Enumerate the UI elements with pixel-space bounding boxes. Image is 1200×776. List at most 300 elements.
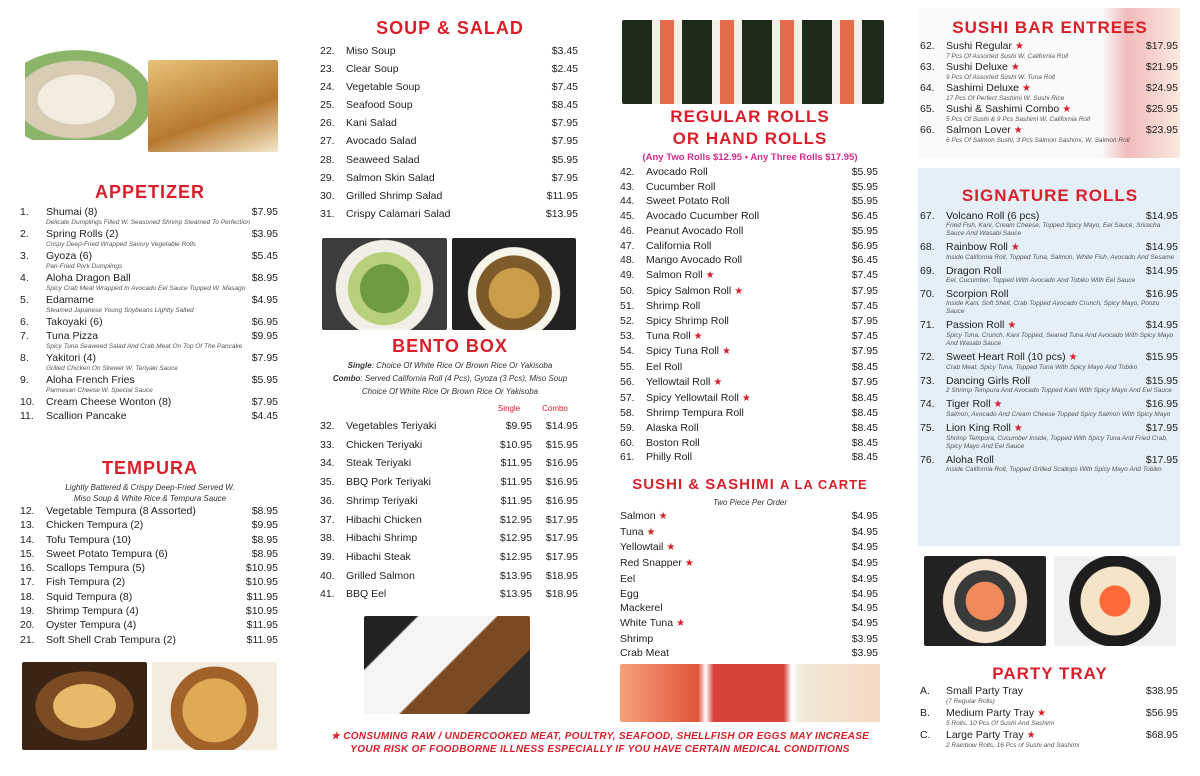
item-name-text: Dragon Roll bbox=[946, 265, 1002, 277]
item-name bbox=[620, 646, 832, 661]
item-name-text: Small Party Tray bbox=[946, 685, 1024, 697]
menu-item bbox=[620, 284, 878, 300]
menu-item-row bbox=[620, 525, 878, 541]
soup-salad-heading: SOUP & SALAD bbox=[376, 18, 524, 38]
menu-item-row bbox=[20, 250, 278, 263]
item-name bbox=[646, 329, 832, 345]
menu-item-row bbox=[920, 729, 1178, 742]
item-price: $10.95 bbox=[245, 576, 278, 589]
item-number: 63. bbox=[920, 61, 935, 73]
menu-item bbox=[320, 205, 578, 223]
item-price: $8.95 bbox=[251, 505, 278, 517]
rolls-photo bbox=[622, 20, 884, 104]
item-price: $8.95 bbox=[251, 272, 278, 284]
item-description: Inside California Roll, Topped Grilled Scallops With Spicy Mayo And Tobiko bbox=[946, 466, 1162, 473]
menu-item-row bbox=[20, 533, 278, 547]
menu-item-row bbox=[920, 375, 1178, 387]
menu-item-row bbox=[20, 604, 278, 618]
item-name-text: BBQ Pork Teriyaki bbox=[346, 476, 431, 489]
menu-item-row bbox=[920, 40, 1178, 53]
menu-item-row bbox=[20, 206, 278, 219]
sushi-sashimi-heading bbox=[620, 476, 880, 493]
menu-item-row bbox=[320, 78, 578, 96]
item-name bbox=[346, 511, 486, 530]
item-name-text: Sweet Potato Roll bbox=[646, 195, 730, 208]
item-name-text: California Roll bbox=[646, 239, 712, 252]
menu-item bbox=[620, 646, 878, 661]
item-price: $7.45 bbox=[851, 300, 878, 313]
menu-item-row bbox=[20, 330, 278, 343]
raw-star-icon: ★ bbox=[1013, 125, 1023, 136]
menu-item bbox=[620, 344, 878, 360]
item-name bbox=[646, 180, 832, 195]
item-number: 37. bbox=[320, 513, 335, 526]
item-price: $17.95 bbox=[1145, 454, 1178, 466]
item-name-text: Scorpion Roll bbox=[946, 288, 1009, 300]
item-price: $14.95 bbox=[1145, 241, 1178, 253]
item-number: 46. bbox=[620, 224, 635, 237]
item-name bbox=[620, 616, 832, 632]
item-price: $5.95 bbox=[251, 374, 278, 386]
menu-item bbox=[920, 454, 1178, 474]
menu-item bbox=[620, 224, 878, 239]
menu-item-row bbox=[920, 351, 1178, 364]
menu-item-row bbox=[620, 360, 878, 375]
price-single: $11.95 bbox=[500, 476, 532, 489]
item-name-text: Scallops Tempura (5) bbox=[46, 562, 146, 575]
menu-item bbox=[20, 504, 278, 518]
item-name-text: Sushi Deluxe bbox=[946, 61, 1008, 73]
menu-item bbox=[620, 253, 878, 268]
item-name-text: Sashimi Deluxe bbox=[946, 82, 1019, 94]
menu-item-row bbox=[620, 391, 878, 407]
item-name-text: Shumai (8) bbox=[46, 206, 98, 218]
menu-item-row bbox=[920, 265, 1178, 277]
item-description: 6 Pcs Of Salmon Sushi, 3 Pcs Salmon Sashimi, W. Salmon Roll bbox=[946, 137, 1130, 144]
menu-item-row bbox=[620, 194, 878, 209]
menu-item bbox=[20, 618, 278, 632]
item-name bbox=[46, 604, 232, 618]
menu-item bbox=[620, 525, 878, 541]
price-combo: $14.95 bbox=[545, 420, 578, 432]
raw-star-icon: ★ bbox=[705, 269, 715, 281]
item-price: $17.95 bbox=[1145, 422, 1178, 434]
menu-item-row bbox=[620, 165, 878, 180]
item-name bbox=[346, 492, 486, 511]
item-price: $14.95 bbox=[1145, 210, 1178, 222]
item-name bbox=[646, 344, 832, 360]
menu-item-row bbox=[620, 224, 878, 239]
bento-combo-label: Combo bbox=[332, 374, 361, 383]
item-name-text: Eel Roll bbox=[646, 361, 683, 374]
item-name bbox=[946, 422, 1132, 435]
item-number: 25. bbox=[320, 99, 335, 112]
item-number: 55. bbox=[620, 361, 635, 374]
item-number: 47. bbox=[620, 239, 635, 252]
item-name-text: Tuna Roll bbox=[646, 329, 691, 342]
item-description: Eel, Cucumber, Topped With Avocado And Tobiko With Eel Sauce bbox=[946, 277, 1136, 284]
menu-item-row bbox=[20, 396, 278, 409]
price-single: $9.95 bbox=[505, 420, 532, 432]
raw-star-icon: ★ bbox=[1010, 62, 1020, 73]
item-description: Inside California Roll, Topped Tuna, Salmon, White Fish, Avocado And Sesame bbox=[946, 254, 1175, 261]
menu-item-row bbox=[620, 209, 878, 224]
menu-item-row bbox=[20, 504, 278, 518]
item-name bbox=[46, 547, 232, 561]
menu-item bbox=[320, 454, 578, 473]
item-name bbox=[46, 352, 232, 365]
item-number: 30. bbox=[320, 189, 335, 202]
item-number: 36. bbox=[320, 494, 335, 507]
item-name bbox=[946, 375, 1132, 387]
item-description: 2 Shrimp Tempura And Avocado Topped Kani With Spicy Mayo And Eel Sauce bbox=[946, 387, 1172, 394]
menu-item bbox=[620, 165, 878, 180]
item-price: $38.95 bbox=[1145, 685, 1178, 697]
bento-single-label: Single bbox=[347, 361, 372, 370]
item-name-text: Dancing Girls Roll bbox=[946, 375, 1031, 387]
item-price: $9.95 bbox=[251, 519, 278, 532]
item-name-text: Fish Tempura (2) bbox=[46, 576, 126, 589]
menu-item bbox=[20, 590, 278, 604]
item-price: $25.95 bbox=[1145, 103, 1178, 115]
item-name bbox=[620, 572, 832, 587]
item-number: 43. bbox=[620, 180, 635, 193]
item-price: $7.95 bbox=[551, 117, 578, 130]
menu-item bbox=[620, 450, 878, 465]
tempura-list bbox=[20, 504, 278, 647]
item-name-text: Vegetable Tempura (8 Assorted) bbox=[46, 505, 196, 517]
item-name-text: Scallion Pancake bbox=[46, 410, 127, 422]
menu-item bbox=[320, 96, 578, 114]
item-number: 54. bbox=[620, 345, 635, 358]
item-name bbox=[946, 319, 1132, 332]
item-price: $4.95 bbox=[851, 525, 878, 538]
item-number: 26. bbox=[320, 117, 335, 130]
item-name-text: BBQ Eel bbox=[346, 588, 387, 601]
item-price: $15.95 bbox=[1145, 375, 1178, 387]
item-name-text: Hibachi Chicken bbox=[346, 513, 422, 526]
item-name-text: Takoyaki (6) bbox=[46, 316, 103, 328]
item-name bbox=[646, 165, 832, 180]
item-description: Fried Fish, Kani, Cream Cheese, Topped Spicy Mayo, Eel Sauce, Sriracha Sauce And Wasabi Sauce bbox=[946, 222, 1161, 237]
item-name bbox=[346, 60, 532, 78]
menu-item bbox=[620, 509, 878, 525]
item-name-text: Vegetable Soup bbox=[346, 81, 421, 94]
item-name-text: Yakitori (4) bbox=[46, 352, 96, 364]
menu-item-row bbox=[920, 454, 1178, 466]
item-name-text: Kani Salad bbox=[346, 117, 397, 130]
bento-combo-text2: Choice Of White Rice Or Brown Rice Or Yakisoba bbox=[361, 387, 539, 396]
item-price: $5.95 bbox=[851, 166, 878, 178]
menu-item bbox=[20, 575, 278, 589]
item-name bbox=[346, 96, 532, 114]
item-number: 76. bbox=[920, 454, 935, 466]
appetizer-heading: APPETIZER bbox=[94, 182, 205, 202]
item-name-text: Gyoza (6) bbox=[46, 250, 93, 262]
menu-item bbox=[920, 398, 1178, 419]
menu-item bbox=[620, 421, 878, 436]
sushi-bar-heading: SUSHI BAR ENTREES bbox=[952, 18, 1148, 37]
item-number: 24. bbox=[320, 81, 335, 94]
item-number: 50. bbox=[620, 284, 635, 297]
item-number: 69. bbox=[920, 265, 935, 277]
item-name-text: Eel bbox=[620, 572, 636, 585]
item-price: $3.95 bbox=[851, 647, 878, 660]
menu-item-row bbox=[20, 316, 278, 329]
soup-salad-list bbox=[320, 42, 578, 223]
menu-item bbox=[320, 567, 578, 586]
item-name bbox=[946, 454, 1132, 466]
item-name-text: Seafood Soup bbox=[346, 99, 413, 112]
menu-item bbox=[920, 707, 1178, 728]
menu-item-row bbox=[20, 294, 278, 307]
menu-item bbox=[920, 729, 1178, 750]
menu-item-row bbox=[920, 241, 1178, 254]
item-number: 20. bbox=[20, 619, 35, 632]
item-name bbox=[346, 169, 532, 187]
menu-item bbox=[20, 633, 278, 647]
item-price: $56.95 bbox=[1145, 707, 1178, 719]
item-name bbox=[946, 241, 1132, 254]
menu-item-row bbox=[620, 450, 878, 465]
item-name bbox=[346, 42, 532, 60]
menu-item bbox=[920, 351, 1178, 372]
item-name bbox=[346, 585, 486, 604]
tempura-note: Lightly Battered & Crispy Deep-Fried Served W. Miso Soup & White Rice & Tempura Sauce bbox=[65, 483, 235, 503]
menu-item-row bbox=[320, 169, 578, 187]
item-name-text: Spicy Tuna Roll bbox=[646, 345, 719, 358]
menu-item bbox=[620, 587, 878, 602]
raw-star-icon: ★ bbox=[1010, 242, 1020, 253]
item-name-text: Salmon Skin Salad bbox=[346, 171, 435, 184]
item-price: $2.45 bbox=[551, 63, 578, 76]
menu-item-row bbox=[320, 151, 578, 169]
menu-item-row bbox=[320, 511, 578, 530]
item-price: $7.95 bbox=[851, 315, 878, 328]
item-number: A. bbox=[920, 685, 930, 697]
menu-item bbox=[20, 352, 278, 373]
item-number: 72. bbox=[920, 351, 935, 363]
menu-item-row bbox=[620, 329, 878, 345]
bento-heading: BENTO BOX bbox=[392, 336, 508, 356]
item-name bbox=[46, 561, 232, 575]
item-price: $8.45 bbox=[851, 407, 878, 420]
item-name-text: Shrimp Tempura (4) bbox=[46, 605, 139, 618]
item-price: $6.95 bbox=[851, 239, 878, 252]
item-name-text: Salmon Roll bbox=[646, 268, 703, 281]
item-name-text: White Tuna bbox=[620, 616, 674, 629]
menu-item bbox=[920, 82, 1178, 103]
party-tray-list bbox=[920, 685, 1178, 751]
item-number: 17. bbox=[20, 576, 35, 589]
item-number: 14. bbox=[20, 533, 35, 546]
menu-item-row bbox=[320, 585, 578, 604]
item-name-text: Spicy Yellowtail Roll bbox=[646, 391, 739, 404]
regular-rolls-note: (Any Two Rolls $12.95 • Any Three Rolls $17.95) bbox=[642, 152, 858, 163]
item-number: 32. bbox=[320, 420, 335, 432]
item-name bbox=[946, 124, 1132, 137]
menu-item bbox=[620, 601, 878, 616]
warning-line-1: ★ CONSUMING RAW / UNDERCOOKED MEAT, POULTRY, SEAFOOD, SHELLFISH OR EGGS MAY INCREASE bbox=[330, 731, 870, 742]
item-name-text: Sweet Potato Tempura (6) bbox=[46, 547, 168, 560]
item-number: 62. bbox=[920, 40, 935, 52]
menu-item-row bbox=[320, 205, 578, 223]
menu-item bbox=[20, 547, 278, 561]
item-name bbox=[346, 436, 486, 455]
item-number: 65. bbox=[920, 103, 935, 115]
item-name bbox=[346, 78, 532, 96]
item-name-text: Tuna bbox=[620, 525, 644, 538]
item-name-text: Avocado Cucumber Roll bbox=[646, 210, 760, 223]
item-name bbox=[946, 40, 1132, 53]
item-number: 11. bbox=[20, 410, 34, 422]
item-name bbox=[46, 228, 232, 241]
item-name bbox=[46, 410, 232, 423]
menu-item-row bbox=[320, 529, 578, 548]
item-name bbox=[46, 633, 232, 647]
item-name-text: Shrimp Teriyaki bbox=[346, 494, 418, 507]
item-price: $4.95 bbox=[851, 510, 878, 522]
item-name-text: Oyster Tempura (4) bbox=[46, 619, 137, 632]
item-name bbox=[346, 151, 532, 169]
item-number: 21. bbox=[20, 633, 35, 646]
sushi-sashimi-suffix: A LA CARTE bbox=[779, 477, 868, 492]
sushi-sashimi-note: Two Piece Per Order bbox=[712, 498, 788, 507]
item-number: 71. bbox=[920, 319, 935, 331]
item-price: $11.95 bbox=[246, 633, 278, 646]
item-name-text: Shrimp Tempura Roll bbox=[646, 407, 744, 420]
raw-star-icon: ★ bbox=[1021, 83, 1031, 94]
menu-item-row bbox=[620, 509, 878, 525]
item-name bbox=[46, 316, 232, 329]
item-price: $4.95 bbox=[851, 602, 878, 615]
menu-item bbox=[320, 151, 578, 169]
menu-item-row bbox=[920, 103, 1178, 116]
item-price: $3.95 bbox=[251, 228, 278, 240]
item-description: 7 Pcs Of Assorted Sushi W. California Roll bbox=[946, 53, 1068, 60]
menu-item bbox=[620, 391, 878, 407]
column-2 bbox=[300, 0, 600, 776]
price-single: $10.95 bbox=[499, 438, 532, 451]
menu-item-row bbox=[20, 352, 278, 365]
menu-item bbox=[20, 206, 278, 227]
menu-item-row bbox=[620, 540, 878, 556]
item-name-text: Volcano Roll (6 pcs) bbox=[946, 210, 1040, 222]
raw-star-icon: ★ bbox=[646, 526, 656, 538]
item-name-text: Avocado Salad bbox=[346, 135, 417, 148]
item-name bbox=[946, 210, 1132, 222]
item-name-text: Spicy Salmon Roll bbox=[646, 284, 732, 297]
price-combo: $17.95 bbox=[545, 513, 578, 526]
item-name bbox=[346, 473, 486, 492]
item-description: Inside Kani, Soft Shell, Crab Topped Avocado Crunch, Spicy Mayo, Ponzu Sauce bbox=[946, 300, 1160, 315]
menu-item bbox=[620, 268, 878, 284]
item-price: $17.95 bbox=[1145, 40, 1178, 52]
item-price: $16.95 bbox=[1145, 398, 1178, 410]
menu-item-row bbox=[620, 314, 878, 329]
item-name bbox=[620, 632, 832, 647]
item-name-text: Yellowtail bbox=[620, 541, 664, 554]
menu-item bbox=[320, 548, 578, 567]
item-description: Pan-Fried Pork Dumplings bbox=[46, 263, 123, 270]
item-number: 35. bbox=[320, 476, 335, 489]
item-name-text: Seaweed Salad bbox=[346, 153, 420, 166]
raw-star-icon: ★ bbox=[734, 285, 744, 297]
item-price: $8.95 bbox=[251, 547, 278, 560]
item-number: 8. bbox=[20, 352, 29, 364]
item-name-text: Red Snapper bbox=[620, 557, 682, 570]
menu-item bbox=[620, 572, 878, 587]
item-name bbox=[646, 406, 832, 421]
bento-column-headers bbox=[320, 404, 578, 413]
item-price: $7.95 bbox=[251, 352, 278, 364]
raw-star-icon: ★ bbox=[693, 330, 703, 342]
sushi-sashimi-title: SUSHI & SASHIMI bbox=[632, 476, 775, 493]
item-price: $21.95 bbox=[1145, 61, 1178, 73]
item-price: $8.45 bbox=[851, 361, 878, 374]
item-number: 38. bbox=[320, 532, 335, 545]
item-number: 42. bbox=[620, 166, 635, 178]
menu-item bbox=[920, 124, 1178, 145]
menu-item bbox=[620, 616, 878, 632]
item-price: $5.95 bbox=[551, 153, 578, 166]
item-name bbox=[620, 601, 832, 616]
menu-item bbox=[20, 272, 278, 293]
item-name-text: Edamame bbox=[46, 294, 94, 306]
raw-star-icon: ★ bbox=[993, 399, 1003, 410]
item-price: $6.95 bbox=[251, 316, 278, 328]
signature-rolls-list bbox=[920, 210, 1178, 477]
menu-item-row bbox=[620, 375, 878, 391]
item-price: $8.45 bbox=[551, 99, 578, 112]
item-price: $7.45 bbox=[851, 329, 878, 342]
raw-star-icon: ★ bbox=[1013, 423, 1023, 434]
salad-photo bbox=[322, 238, 447, 330]
item-name bbox=[946, 398, 1132, 411]
item-name bbox=[620, 587, 832, 602]
menu-item-row bbox=[320, 548, 578, 567]
menu-item bbox=[920, 103, 1178, 124]
item-name bbox=[346, 567, 486, 586]
item-name-text: Salmon bbox=[620, 510, 656, 522]
menu-item-row bbox=[320, 417, 578, 436]
item-name-text: Chicken Teriyaki bbox=[346, 438, 423, 451]
item-price: $7.95 bbox=[851, 375, 878, 388]
menu-item bbox=[920, 61, 1178, 82]
item-price: $5.95 bbox=[851, 195, 878, 208]
item-name bbox=[46, 533, 232, 547]
menu-item bbox=[320, 585, 578, 604]
menu-item bbox=[920, 265, 1178, 285]
item-name-text: Squid Tempura (8) bbox=[46, 590, 133, 603]
price-single: $12.95 bbox=[499, 550, 532, 563]
item-name bbox=[346, 529, 486, 548]
item-number: C. bbox=[920, 729, 931, 741]
item-description: Spicy Tuna, Crunch, Kani Topped, Seared Tuna And Avocado With Spicy Mayo And Wasabi Sauce bbox=[946, 332, 1174, 347]
menu-item-row bbox=[620, 268, 878, 284]
item-price: $4.95 bbox=[851, 572, 878, 585]
item-number: 64. bbox=[920, 82, 935, 94]
item-number: 10. bbox=[20, 396, 35, 408]
item-name-text: Passion Roll bbox=[946, 319, 1005, 331]
menu-item bbox=[20, 410, 278, 423]
menu-item bbox=[320, 114, 578, 132]
item-name-text: Clear Soup bbox=[346, 63, 399, 76]
item-name-text: Yellowtail Roll bbox=[646, 375, 711, 388]
item-number: 57. bbox=[620, 391, 635, 404]
price-combo: $18.95 bbox=[545, 569, 578, 582]
raw-star-icon: ★ bbox=[1026, 730, 1036, 741]
